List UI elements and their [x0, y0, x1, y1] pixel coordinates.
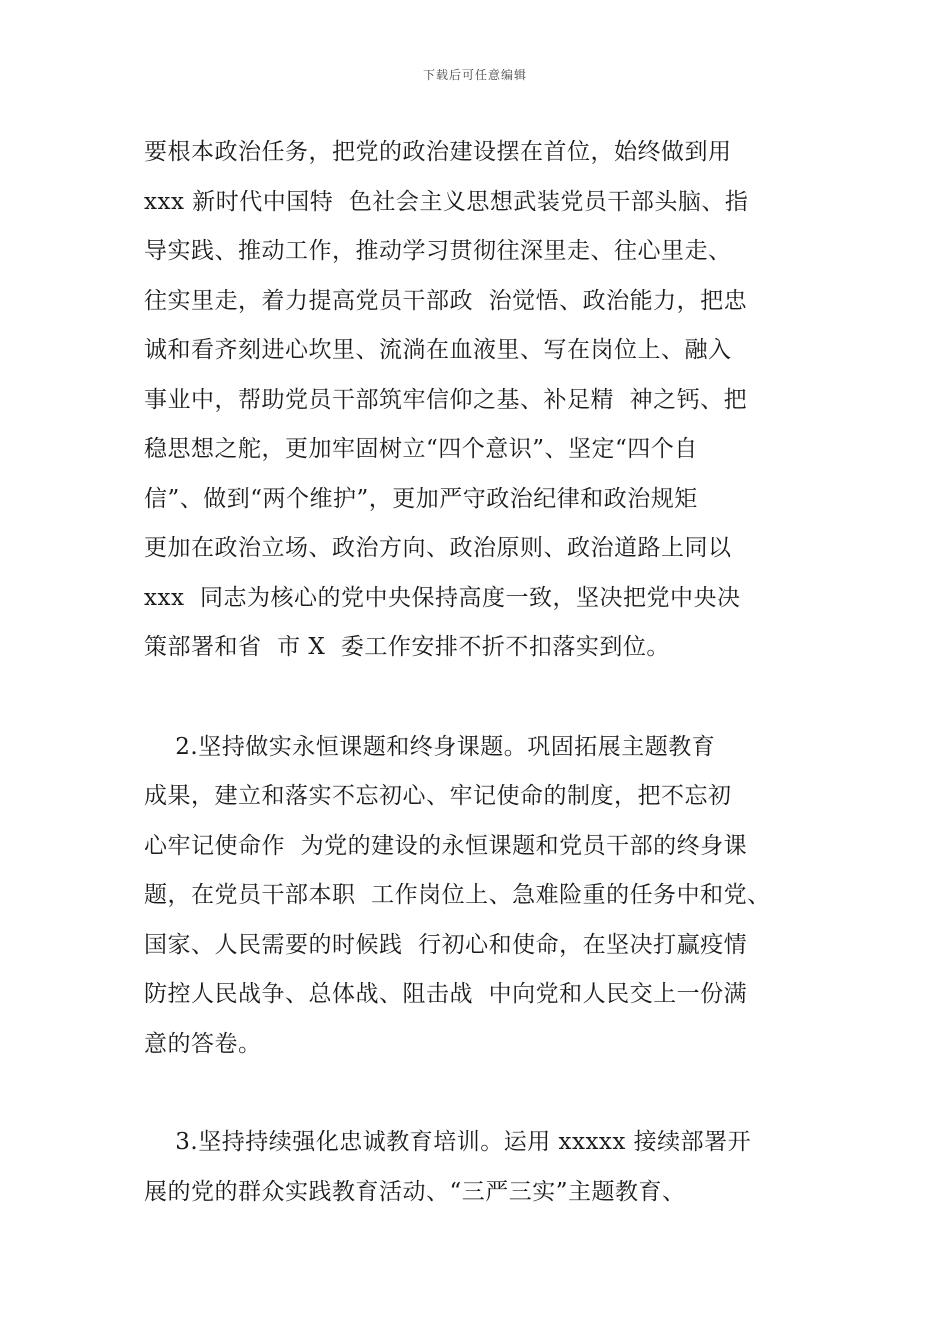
text-line: 策部署和省 市 X 委工作安排不折不扣落实到位。 — [144, 634, 670, 660]
text-line: 3.坚持持续强化忠诚教育培训。运用 xxxxx 接续部署开 — [144, 1129, 752, 1155]
text-line: 要根本政治任务，把党的政治建设摆在首位，始终做到用 — [144, 139, 732, 165]
paragraph-1 — [144, 128, 844, 673]
text-line: 心牢记使命作 为党的建设的永恒课题和党员干部的终身课 — [144, 832, 748, 859]
text-line: 国家、人民需要的时候践 行初心和使命，在坚决打赢疫情 — [144, 931, 748, 958]
text-line: 题，在党员干部本职 工作岗位上、急难险重的任务中和党、 — [144, 882, 771, 908]
text-line: 防控人民战争、总体战、阻击战 中向党和人民交上一份满 — [144, 981, 748, 1007]
text-line: 稳思想之舵，更加牢固树立“四个意识”、坚定“四个自 — [144, 436, 698, 462]
text-line: 诚和看齐刻进心坎里、流淌在血液里、写在岗位上、融入 — [144, 337, 732, 363]
text-line: 成果，建立和落实不忘初心、牢记使命的制度，把不忘初 — [144, 783, 732, 809]
paragraph-spacer — [144, 673, 844, 723]
page-header-note: 下载后可任意编辑 — [422, 68, 527, 82]
text-line: 更加在政治立场、政治方向、政治原则、政治道路上同以 — [144, 535, 732, 561]
paragraph-2 — [144, 723, 844, 1070]
text-line: 导实践、推动工作，推动学习贯彻往深里走、往心里走、 — [144, 238, 732, 264]
text-line: xxx 新时代中国特 色社会主义思想武装党员干部头脑、指 — [144, 188, 749, 215]
paragraph-spacer — [144, 1069, 844, 1118]
text-line: xxx 同志为核心的党中央保持高度一致，坚决把党中央决 — [144, 584, 741, 611]
text-line: 往实里走，着力提高党员干部政 治觉悟、政治能力，把忠 — [144, 287, 748, 314]
text-line: 展的党的群众实践教育活动、“三严三实”主题教育、 — [144, 1178, 686, 1205]
paragraph-3 — [144, 1118, 844, 1217]
text-line: 意的答卷。 — [144, 1030, 262, 1057]
text-line: 信”、做到“两个维护”，更加严守政治纪律和政治规矩 — [144, 485, 698, 512]
text-line: 2.坚持做实永恒课题和终身课题。巩固拓展主题教育 — [144, 733, 716, 760]
document-body — [144, 128, 844, 1217]
text-line: 事业中，帮助党员干部筑牢信仰之基、补足精 神之钙、把 — [144, 386, 748, 413]
